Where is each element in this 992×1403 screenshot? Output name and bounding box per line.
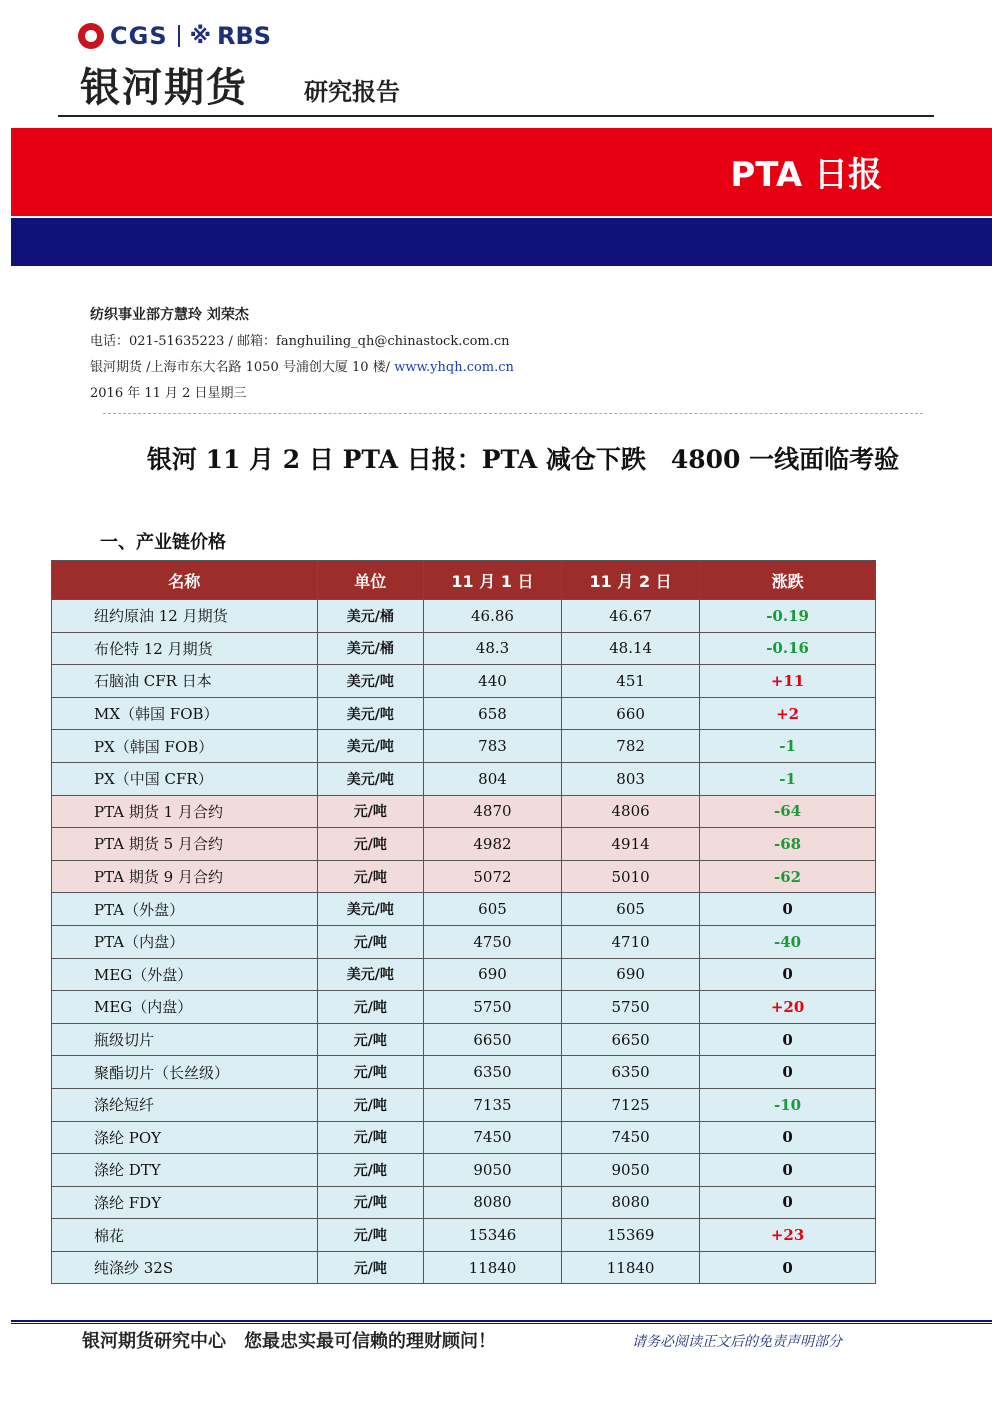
cell-date1: 5072 [423, 860, 561, 893]
cell-date1: 5750 [423, 991, 561, 1024]
cell-change: 0 [700, 1056, 876, 1089]
cell-date1: 658 [423, 697, 561, 730]
table-row [52, 730, 876, 763]
cell-date2: 782 [562, 730, 700, 763]
cgs-logo-icon [78, 23, 104, 49]
cell-name: MEG（外盘） [52, 958, 318, 991]
cell-unit: 元/吨 [317, 1251, 423, 1284]
cell-date2: 5750 [562, 991, 700, 1024]
cell-name: PTA（外盘） [52, 893, 318, 926]
cell-date2: 11840 [562, 1251, 700, 1284]
section-title: 一、产业链价格 [100, 532, 226, 553]
cell-date2: 46.67 [562, 600, 700, 633]
cell-name: MEG（内盘） [52, 991, 318, 1024]
cell-date2: 7450 [562, 1121, 700, 1154]
cell-name: PX（韩国 FOB） [52, 730, 318, 763]
table-row [52, 1088, 876, 1121]
cell-unit: 元/吨 [317, 795, 423, 828]
table-row [52, 1056, 876, 1089]
cell-name: 涤纶短纤 [52, 1088, 318, 1121]
table-row [52, 795, 876, 828]
table-row [52, 860, 876, 893]
cell-change: -68 [700, 828, 876, 861]
table-row [52, 925, 876, 958]
cell-unit: 元/吨 [317, 860, 423, 893]
cell-unit: 元/吨 [317, 828, 423, 861]
cell-unit: 美元/吨 [317, 730, 423, 763]
cell-change: -1 [700, 730, 876, 763]
cell-date2: 4710 [562, 925, 700, 958]
table-row [52, 1219, 876, 1252]
cell-date1: 7450 [423, 1121, 561, 1154]
cell-change: +23 [700, 1219, 876, 1252]
cell-name: 棉花 [52, 1219, 318, 1252]
cell-date1: 4982 [423, 828, 561, 861]
cell-name: 涤纶 POY [52, 1121, 318, 1154]
report-headline: 银河 11 月 2 日 PTA 日报：PTA 减仓下跌 4800 一线面临考验 [146, 445, 900, 474]
cell-name: 瓶级切片 [52, 1023, 318, 1056]
cell-unit: 元/吨 [317, 1154, 423, 1187]
cell-change: 0 [700, 1154, 876, 1187]
logo-cgs-text: CGS [110, 22, 168, 50]
cell-date2: 690 [562, 958, 700, 991]
header-date2: 11 月 2 日 [562, 561, 700, 600]
cell-date2: 605 [562, 893, 700, 926]
cell-change: 0 [700, 1186, 876, 1219]
cell-change: -0.19 [700, 600, 876, 633]
cell-unit: 元/吨 [317, 1121, 423, 1154]
cell-date1: 6350 [423, 1056, 561, 1089]
table-row [52, 600, 876, 633]
cell-unit: 元/吨 [317, 925, 423, 958]
cell-date2: 451 [562, 665, 700, 698]
cell-date1: 605 [423, 893, 561, 926]
cell-unit: 美元/吨 [317, 893, 423, 926]
table-header-row [52, 561, 876, 600]
cell-date1: 783 [423, 730, 561, 763]
footer-divider [11, 1320, 992, 1322]
cell-change: -64 [700, 795, 876, 828]
table-row [52, 632, 876, 665]
table-row [52, 893, 876, 926]
cell-date2: 6350 [562, 1056, 700, 1089]
cell-change: -1 [700, 762, 876, 795]
cell-change: +2 [700, 697, 876, 730]
cell-change: 0 [700, 958, 876, 991]
cell-unit: 美元/吨 [317, 697, 423, 730]
banner-stripe [11, 218, 992, 266]
cell-unit: 元/吨 [317, 1219, 423, 1252]
footer-slogan: 银河期货研究中心 您最忠实最可信赖的理财顾问！ [82, 1331, 496, 1352]
table-row [52, 1251, 876, 1284]
rbs-logo-icon: ※ [189, 23, 211, 49]
table-row [52, 1186, 876, 1219]
company-logo [78, 22, 271, 50]
cell-date1: 7135 [423, 1088, 561, 1121]
cell-unit: 美元/吨 [317, 665, 423, 698]
cell-date1: 8080 [423, 1186, 561, 1219]
cell-date1: 46.86 [423, 600, 561, 633]
footer-disclaimer-note: 请务必阅读正文后的免责声明部分 [632, 1334, 842, 1350]
cell-name: MX（韩国 FOB） [52, 697, 318, 730]
logo-divider [178, 25, 180, 47]
cell-name: 聚酯切片（长丝级） [52, 1056, 318, 1089]
header-date1: 11 月 1 日 [423, 561, 561, 600]
report-type: 研究报告 [304, 78, 400, 106]
cell-unit: 美元/吨 [317, 762, 423, 795]
cell-change: -10 [700, 1088, 876, 1121]
cell-change: -62 [700, 860, 876, 893]
cell-unit: 美元/桶 [317, 600, 423, 633]
cell-unit: 元/吨 [317, 1023, 423, 1056]
author-names: 纺织事业部方慧玲 刘荣杰 [90, 307, 249, 323]
table-row [52, 958, 876, 991]
cell-name: PTA 期货 9 月合约 [52, 860, 318, 893]
logo-rbs-text: RBS [217, 22, 272, 50]
cell-unit: 元/吨 [317, 1186, 423, 1219]
cell-name: PTA 期货 5 月合约 [52, 828, 318, 861]
header-divider [58, 115, 934, 117]
cell-date1: 48.3 [423, 632, 561, 665]
table-row [52, 762, 876, 795]
cell-change: 0 [700, 1251, 876, 1284]
cell-date2: 4806 [562, 795, 700, 828]
dashed-divider [103, 413, 923, 414]
cell-name: 涤纶 FDY [52, 1186, 318, 1219]
cell-change: 0 [700, 1023, 876, 1056]
cell-date1: 15346 [423, 1219, 561, 1252]
cell-change: -40 [700, 925, 876, 958]
cell-name: PX（中国 CFR） [52, 762, 318, 795]
table-row [52, 1121, 876, 1154]
cell-date1: 6650 [423, 1023, 561, 1056]
cell-unit: 元/吨 [317, 1088, 423, 1121]
cell-date2: 8080 [562, 1186, 700, 1219]
cell-name: 石脑油 CFR 日本 [52, 665, 318, 698]
cell-date1: 9050 [423, 1154, 561, 1187]
cell-date2: 660 [562, 697, 700, 730]
cell-change: +11 [700, 665, 876, 698]
cell-date1: 4750 [423, 925, 561, 958]
cell-name: 布伦特 12 月期货 [52, 632, 318, 665]
cell-name: 纽约原油 12 月期货 [52, 600, 318, 633]
cell-date2: 7125 [562, 1088, 700, 1121]
cell-date2: 6650 [562, 1023, 700, 1056]
cell-change: 0 [700, 1121, 876, 1154]
table-row [52, 665, 876, 698]
cell-name: 纯涤纱 32S [52, 1251, 318, 1284]
table-row [52, 991, 876, 1024]
cell-date2: 803 [562, 762, 700, 795]
header-name: 名称 [52, 561, 318, 600]
footer-divider-thin [11, 1323, 992, 1324]
cell-date2: 9050 [562, 1154, 700, 1187]
cell-unit: 美元/桶 [317, 632, 423, 665]
cell-change: 0 [700, 893, 876, 926]
cell-change: -0.16 [700, 632, 876, 665]
website-link[interactable]: www.yhqh.com.cn [394, 360, 514, 375]
company-address [90, 356, 514, 375]
cell-name: PTA（内盘） [52, 925, 318, 958]
table-row [52, 697, 876, 730]
header-unit: 单位 [317, 561, 423, 600]
cell-date2: 4914 [562, 828, 700, 861]
cell-date1: 690 [423, 958, 561, 991]
cell-unit: 元/吨 [317, 991, 423, 1024]
banner-title: PTA 日报 [730, 155, 882, 195]
cell-date1: 11840 [423, 1251, 561, 1284]
author-contact: 电话：021-51635223 / 邮箱：fanghuiling_qh@chinastock.com.cn [90, 334, 510, 349]
cell-unit: 元/吨 [317, 1056, 423, 1089]
cell-date1: 440 [423, 665, 561, 698]
report-date: 2016 年 11 月 2 日星期三 [90, 386, 247, 401]
table-row [52, 1023, 876, 1056]
header-change: 涨跌 [700, 561, 876, 600]
address-text: 银河期货 /上海市东大名路 1050 号浦创大厦 10 楼/ [90, 360, 395, 375]
cell-change: +20 [700, 991, 876, 1024]
cell-date2: 48.14 [562, 632, 700, 665]
table-row [52, 1154, 876, 1187]
company-name: 银河期货 [80, 65, 248, 111]
cell-name: PTA 期货 1 月合约 [52, 795, 318, 828]
cell-date1: 804 [423, 762, 561, 795]
cell-name: 涤纶 DTY [52, 1154, 318, 1187]
cell-date2: 5010 [562, 860, 700, 893]
cell-unit: 美元/吨 [317, 958, 423, 991]
cell-date1: 4870 [423, 795, 561, 828]
table-row [52, 828, 876, 861]
cell-date2: 15369 [562, 1219, 700, 1252]
price-table [51, 560, 876, 1284]
